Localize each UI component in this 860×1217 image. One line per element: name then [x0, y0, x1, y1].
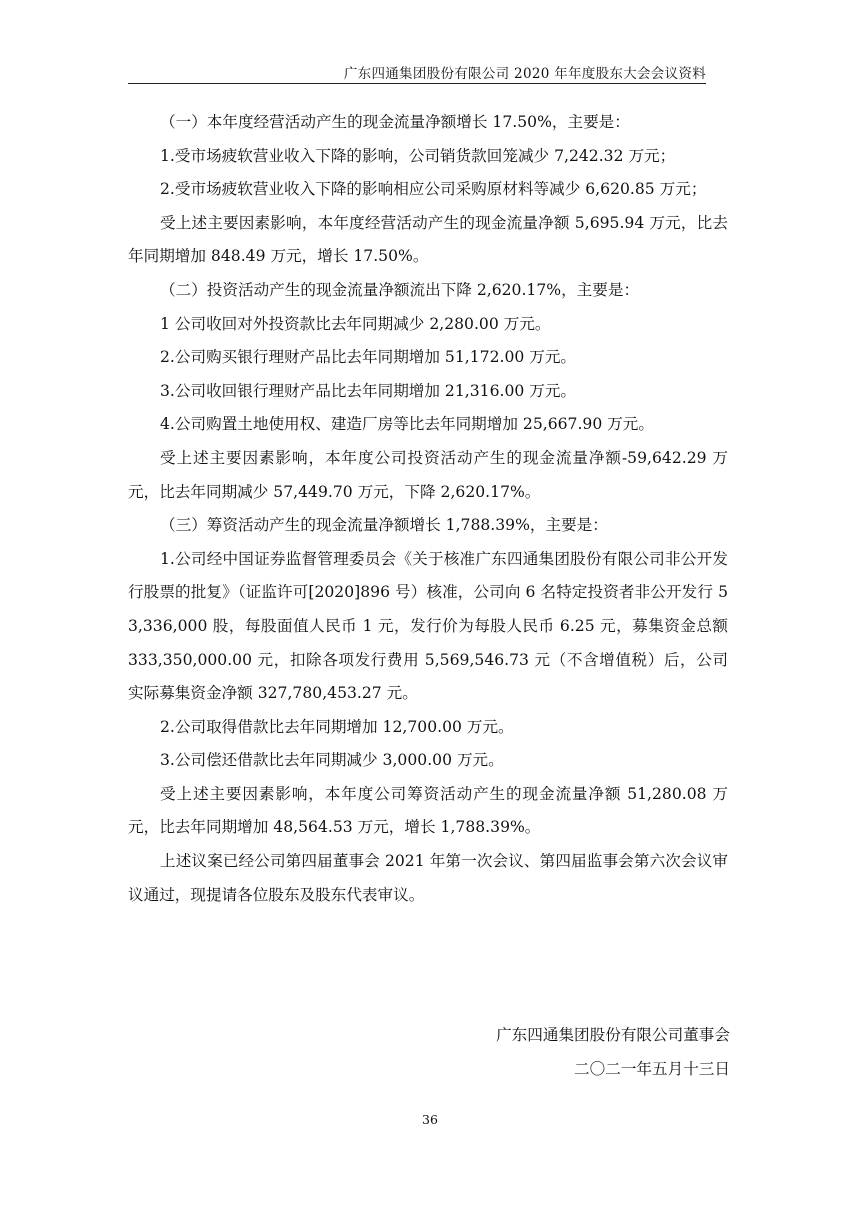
- page-header-title: 广东四通集团股份有限公司 2020 年年度股东大会会议资料: [343, 66, 706, 82]
- section-2-item-2: 2.公司购买银行理财产品比去年同期增加 51,172.00 万元。: [160, 348, 577, 367]
- section-1-item-2: 2.受市场疲软营业收入下降的影响相应公司采购原材料等减少 6,620.85 万元；: [160, 180, 707, 199]
- section-1-heading: （一）本年度经营活动产生的现金流量净额增长 17.50%，主要是：: [160, 113, 630, 131]
- section-3-item-3: 3.公司偿还借款比去年同期减少 3,000.00 万元。: [160, 751, 504, 770]
- section-3-heading: （三）筹资活动产生的现金流量净额增长 1,788.39%，主要是：: [160, 516, 608, 535]
- section-3-item-1: 1.公司经中国证券监督管理委员会《关于核准广东四通集团股份有限公司非公开发行股票的批复》（证监许可[2020]896 号）核准，公司向 6 名特定投资者非公开发行 53,336,000 股，每股面值人民币 1 元，发行价为每股人民币 6.25 元，募集资金总额 333,350,000.00 元，扣除各项发行费用 5,569,546.73 元（不含增值税）后，公司实际募集资金净额 327,780,453.27 元。: [128, 549, 728, 703]
- section-3-item-2: 2.公司取得借款比去年同期增加 12,700.00 万元。: [160, 717, 514, 736]
- section-1-summary: 受上述主要因素影响，本年度经营活动产生的现金流量净额 5,695.94 万元，比去年同期增加 848.49 万元，增长 17.50%。: [128, 213, 728, 266]
- signature-organization: 广东四通集团股份有限公司董事会: [496, 1026, 730, 1044]
- section-2-item-3: 3.公司收回银行理财产品比去年同期增加 21,316.00 万元。: [160, 381, 577, 400]
- closing-paragraph: 上述议案已经公司第四届董事会 2021 年第一次会议、第四届监事会第六次会议审议通过，现提请各位股东及股东代表审议。: [128, 852, 728, 904]
- section-2-summary: 受上述主要因素影响，本年度公司投资活动产生的现金流量净额-59,642.29 万元，比去年同期减少 57,449.70 万元，下降 2,620.17%。: [128, 448, 728, 501]
- section-1-item-1: 1.受市场疲软营业收入下降的影响，公司销货款回笼减少 7,242.32 万元；: [160, 146, 676, 165]
- section-2-item-4: 4.公司购置土地使用权、建造厂房等比去年同期增加 25,667.90 万元。: [160, 415, 654, 434]
- section-2-item-1: 1 公司收回对外投资款比去年同期减少 2,280.00 万元。: [160, 314, 551, 333]
- section-3-summary: 受上述主要因素影响，本年度公司筹资活动产生的现金流量净额 51,280.08 万元，比去年同期增加 48,564.53 万元，增长 1,788.39%。: [128, 784, 728, 837]
- header-divider: [128, 83, 706, 84]
- section-2-heading: （二）投资活动产生的现金流量净额流出下降 2,620.17%，主要是：: [160, 280, 640, 299]
- signature-date: 二〇二一年五月十三日: [574, 1060, 730, 1078]
- page-number: 36: [422, 1112, 438, 1127]
- document-body: [128, 106, 728, 912]
